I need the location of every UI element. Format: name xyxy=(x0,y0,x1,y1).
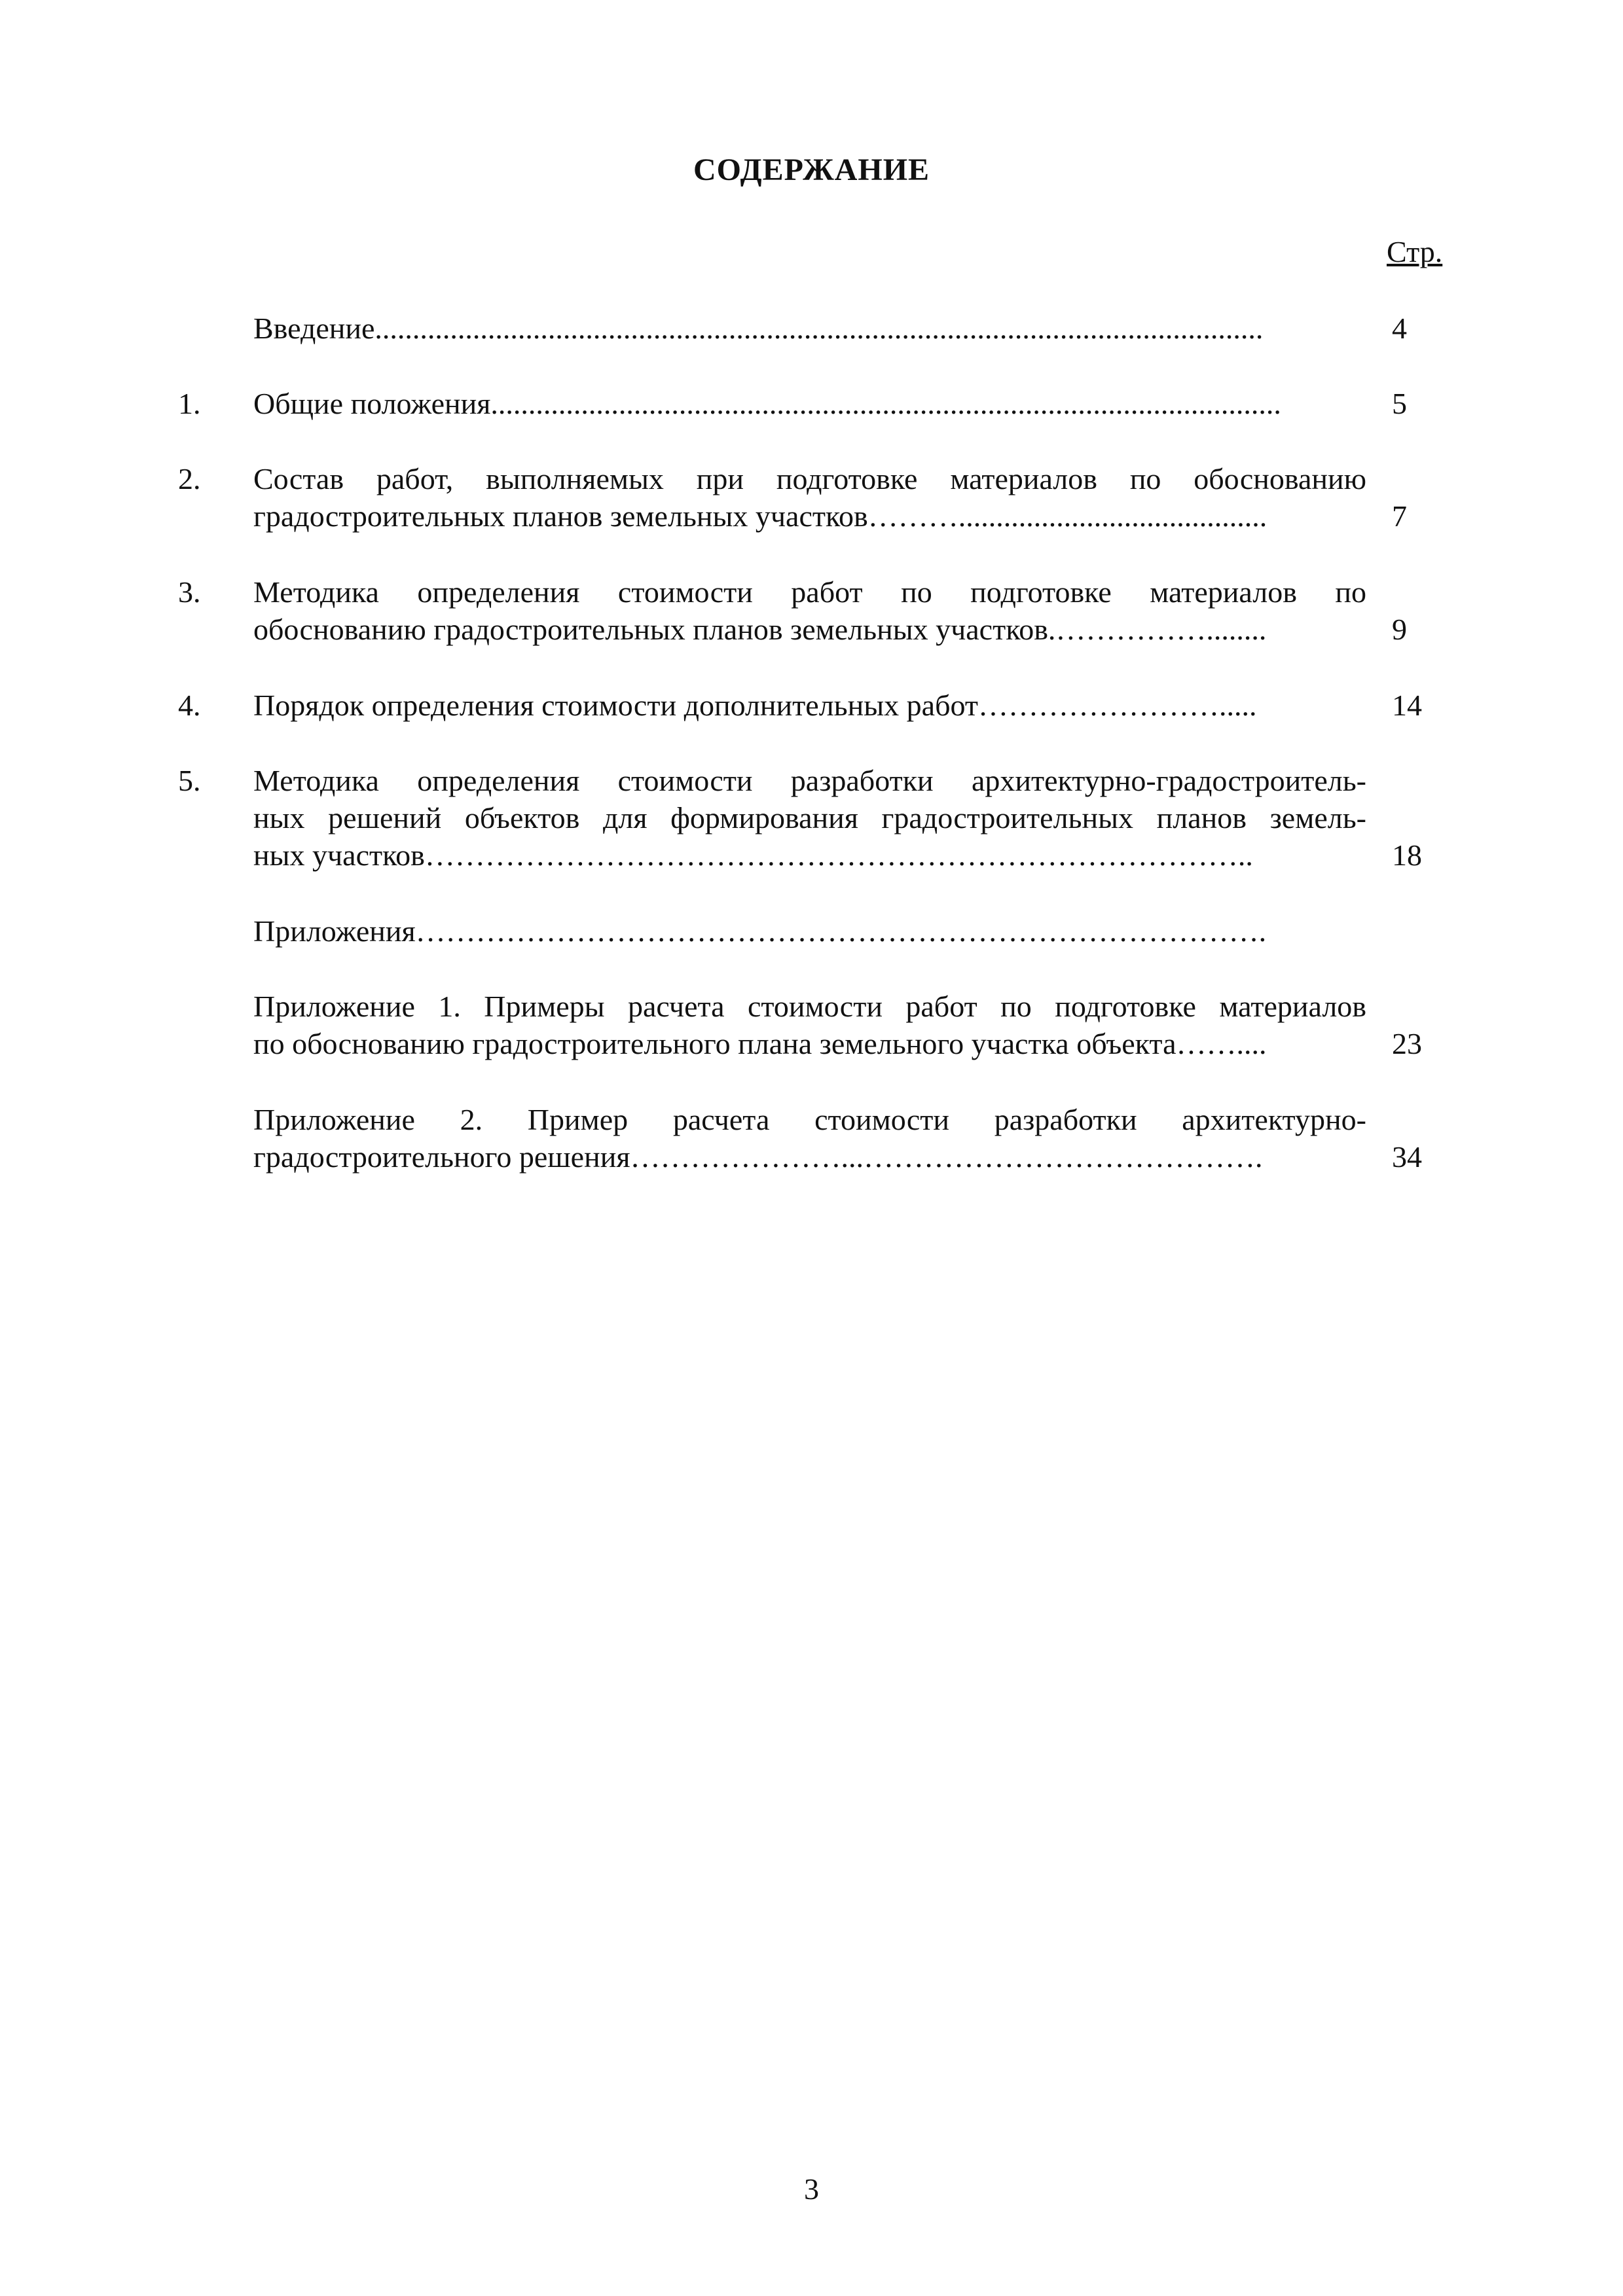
toc-entry-number: 5. xyxy=(178,764,201,797)
toc-entry-number: 2. xyxy=(178,462,201,495)
toc-entry-title xyxy=(253,573,1366,648)
toc-entry-line: Общие положения......................................................................................................... xyxy=(253,387,1281,420)
toc-entry-line: Приложение 2. Пример расчета стоимости разработки архитектурно- xyxy=(253,1103,1366,1136)
page-column-label: Стр. xyxy=(1387,235,1443,268)
toc-entry-number: 3. xyxy=(178,575,201,609)
toc-entry-title xyxy=(253,385,1366,422)
toc-entry-line: градостроительных планов земельных участков………......................................... xyxy=(253,499,1267,533)
toc-entry-line: ных участков……………………………………………………………………….. xyxy=(253,838,1253,872)
toc-entry-title xyxy=(253,460,1366,535)
toc-entry-title xyxy=(253,762,1366,874)
toc-entry-line: обоснованию градостроительных планов земельных участков.……………........ xyxy=(253,613,1267,646)
toc-entry-title xyxy=(253,912,1366,950)
toc-entry-line: по обоснованию градостроительного плана земельного участка объекта…….... xyxy=(253,1027,1267,1060)
toc-entry-line: Приложения…………………………………………………………………………. xyxy=(253,914,1267,948)
toc-entry-line: Введение...................................................................................................................... xyxy=(253,312,1264,345)
toc-entry-line: ных решений объектов для формирования градостроительных планов земель- xyxy=(253,801,1366,834)
toc-entry-line: Методика определения стоимости работ по подготовке материалов по xyxy=(253,575,1366,609)
toc-entry-page: 7 xyxy=(1392,499,1407,533)
toc-entry-line: Состав работ, выполняемых при подготовке материалов по обоснованию xyxy=(253,462,1366,495)
toc-entry-title xyxy=(253,310,1366,347)
toc-entry-page: 9 xyxy=(1392,613,1407,646)
toc-entry-line: Приложение 1. Примеры расчета стоимости работ по подготовке материалов xyxy=(253,990,1366,1023)
page-number: 3 xyxy=(804,2172,819,2206)
toc-entry-number: 1. xyxy=(178,387,201,420)
toc-entry-title xyxy=(253,687,1366,724)
toc-entry-page: 4 xyxy=(1392,312,1407,345)
toc-entry-page: 34 xyxy=(1392,1140,1422,1174)
toc-entry-title xyxy=(253,988,1366,1062)
toc-entry-page: 18 xyxy=(1392,838,1422,872)
toc-entry-line: Порядок определения стоимости дополнительных работ……………………..... xyxy=(253,689,1257,722)
toc-entry-number: 4. xyxy=(178,689,201,722)
toc-entry-line: градостроительного решения…………………...…………………………………. xyxy=(253,1140,1263,1174)
toc-entry-page: 5 xyxy=(1392,387,1407,420)
toc-entry-line: Методика определения стоимости разработки архитектурно-градостроитель- xyxy=(253,764,1366,797)
toc-title: СОДЕРЖАНИЕ xyxy=(693,152,930,187)
toc-entry-page: 23 xyxy=(1392,1027,1422,1060)
toc-entry-page: 14 xyxy=(1392,689,1422,722)
toc-entry-title xyxy=(253,1101,1366,1175)
